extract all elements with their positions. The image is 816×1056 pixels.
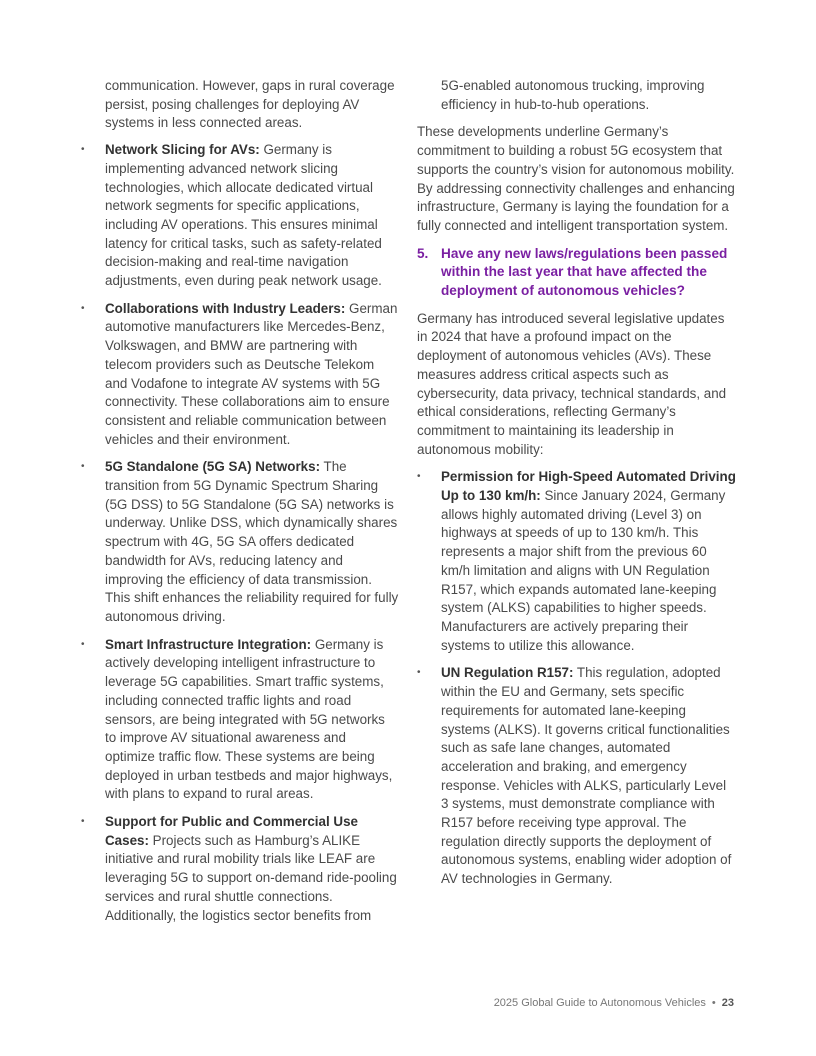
bullet-title: Support for Public and Commercial Use Cases: [105, 814, 358, 848]
question-number: 5. [417, 245, 429, 261]
body-paragraph: Germany has introduced several legislative updates in 2024 that have a profound impact on the deployment of autonomous vehicles (AVs). These measures address critical aspects such as cybersecurity, data privacy, technical standards, and ethical considerations, reflecting Germany’s commitment to maintaining its leadership in autonomous mobility: [417, 310, 727, 457]
list-item [81, 636, 399, 804]
list-item [417, 468, 737, 655]
bullet-list [81, 141, 399, 925]
right-column [417, 77, 737, 898]
list-item [417, 664, 737, 888]
left-column [81, 77, 399, 934]
bullet-title: Smart Infrastructure Integration: [105, 636, 312, 652]
list-item [81, 458, 399, 626]
continued-paragraph: 5G-enabled autonomous trucking, improving efficiency in hub-to-hub operations. [441, 78, 705, 112]
list-item [81, 813, 399, 925]
bullet-title: Collaborations with Industry Leaders: [105, 300, 346, 316]
bullet-title: UN Regulation R157: [441, 665, 574, 681]
bullet-title: Network Slicing for AVs: [105, 142, 260, 158]
bullet-text: Germany is actively developing intelligent infrastructure to leverage 5G capabilities. Smart traffic systems, including connected traffic lights and road sensors, are being integrated with 5G networks to improve AV situational awareness and optimize traffic flow. These systems are being deployed in urban testbeds and major highways, with plans to expand to rural areas. [105, 636, 393, 802]
question-heading [417, 245, 737, 301]
bullet-text: The transition from 5G Dynamic Spectrum Sharing (5G DSS) to 5G Standalone (5G SA) networks is underway. Unlike DSS, which dynamically shares spectrum with 4G, 5G SA offers dedicated bandwidth for AVs, reducing latency and improving the efficiency of data transmission. This shift enhances the reliability required for fully autonomous driving. [105, 459, 399, 624]
bullet-title: Permission for High-Speed Automated Driving Up to 130 km/h: [441, 469, 736, 504]
question-text: Have any new laws/regulations been passed within the last year that have affected the deployment of autonomous vehicles? [441, 245, 728, 299]
bullet-list [417, 468, 737, 888]
list-item [81, 300, 399, 450]
bullet-text: Projects such as Hamburg’s ALIKE initiative and rural mobility trials like LEAF are leveraging 5G to support on-demand ride-pooling services and rural shuttle connections. Additionally, the logistics sector benefits from [105, 832, 397, 923]
bullet-title: 5G Standalone (5G SA) Networks: [105, 459, 321, 475]
footer-separator: • [711, 997, 716, 1009]
bullet-text: Since January 2024, Germany allows highly automated driving (Level 3) on highways at speeds of up to 130 km/h. This represents a major shift from the previous 60 km/h limitation and aligns with UN Regulation R157, which expands automated lane-keeping system (ALKS) capabilities to higher speeds. Manufacturers are actively preparing their systems to utilize this allowance. [441, 488, 726, 653]
page-number: 23 [721, 997, 734, 1009]
continued-paragraph: communication. However, gaps in rural coverage persist, posing challenges for deploying AV systems in less connected areas. [105, 78, 395, 131]
list-item [81, 141, 399, 291]
bullet-text: Germany is implementing advanced network slicing technologies, which allocate dedicated virtual network segments for specific applications, including AV operations. This ensures minimal latency for critical tasks, such as safety-related decision-making and real-time navigation adjustments, even during peak network usage. [105, 142, 382, 289]
bullet-text: German automotive manufacturers like Mercedes-Benz, Volkswagen, and BMW are partnering with telecom providers such as Deutsche Telekom and Vodafone to integrate AV systems with 5G connectivity. These collaborations aim to ensure consistent and reliable communication between vehicles and their environment. [105, 300, 398, 447]
footer-title: 2025 Global Guide to Autonomous Vehicles [493, 997, 706, 1009]
body-paragraph: These developments underline Germany’s commitment to building a robust 5G ecosystem that supports the country’s vision for autonomous mobility. By addressing connectivity challenges and enhancing infrastructure, Germany is laying the foundation for a fully connected and intelligent transportation system. [417, 124, 735, 233]
bullet-text: This regulation, adopted within the EU and Germany, sets specific requirements for automated lane-keeping systems (ALKS). It governs critical functionalities such as safe lane changes, automated acceleration and braking, and emergency response. Vehicles with ALKS, particularly Level 3 systems, must demonstrate compliance with R157 before receiving type approval. The regulation directly supports the deployment of autonomous systems, enabling wider adoption of AV technologies in Germany. [441, 665, 732, 887]
page-footer [494, 997, 734, 1009]
